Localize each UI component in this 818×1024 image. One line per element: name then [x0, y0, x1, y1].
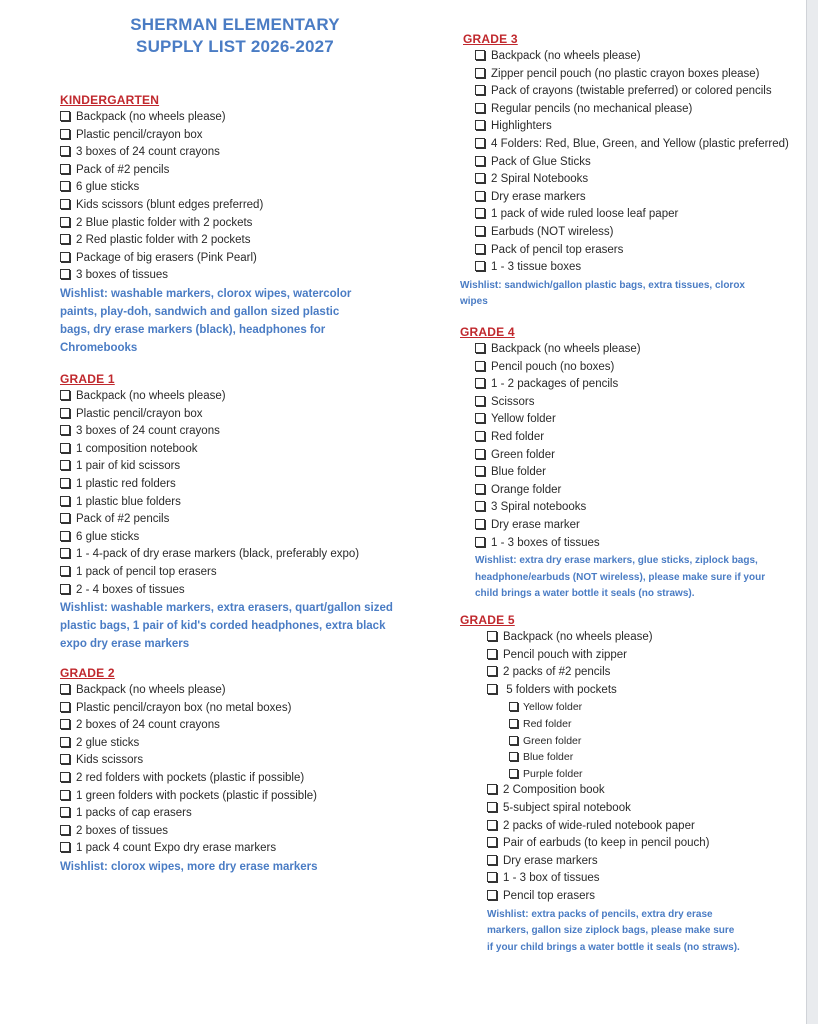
checkbox-icon [60, 252, 70, 262]
checklist-item-label: 3 boxes of 24 count crayons [76, 425, 220, 438]
checklist-item [487, 835, 800, 853]
checkbox-icon [60, 684, 70, 694]
wishlist-line: child brings a water bottle it seals (no straws). [475, 588, 695, 600]
sub-checklist-item [487, 733, 800, 750]
checkbox-icon [60, 566, 70, 576]
checklist-item [475, 482, 800, 500]
checkbox-icon [487, 802, 497, 812]
checklist-item [60, 805, 390, 823]
checklist-item-label: 1 pack of wide ruled loose leaf paper [491, 208, 679, 221]
checkbox-icon [475, 226, 485, 236]
checkbox-icon [475, 484, 485, 494]
checklist-item [475, 341, 800, 359]
checklist-item [475, 171, 803, 189]
checklist-item-label: Regular pencils (no mechanical please) [491, 102, 693, 115]
checklist-item-label: 5-subject spiral notebook [503, 801, 631, 814]
checklist-item-label: Backpack (no wheels please) [76, 111, 226, 123]
checkbox-icon [487, 666, 497, 676]
checklist-item-label: 2 Red plastic folder with 2 pockets [76, 234, 251, 247]
checklist-item-label: Package of big erasers (Pink Pearl) [76, 251, 257, 264]
checklist-item-label: Blue folder [523, 751, 574, 764]
checkbox-icon [509, 769, 518, 778]
checkbox-icon [60, 111, 70, 121]
checklist-item [487, 800, 800, 818]
checkbox-icon [487, 820, 497, 830]
checklist-item [475, 189, 803, 207]
checkbox-icon [60, 496, 70, 506]
checkbox-icon [475, 343, 485, 353]
checkbox-icon [487, 890, 497, 900]
checklist-item-label: 1 - 4-pack of dry erase markers (black, preferably expo) [76, 548, 360, 561]
section-heading: GRADE 4 [460, 325, 515, 339]
checklist-item-label: 2 packs of #2 pencils [503, 666, 611, 679]
checklist-item [60, 564, 420, 582]
checklist-item-label: Dry erase markers [491, 190, 586, 203]
checklist-item [60, 494, 420, 512]
checklist-item [60, 162, 390, 180]
checklist-item-label: Yellow folder [491, 413, 556, 426]
checklist-item-label: 1 composition notebook [76, 442, 198, 455]
checkbox-icon [60, 719, 70, 729]
checklist-item-label: 2 Blue plastic folder with 2 pockets [76, 216, 253, 229]
checkbox-icon [487, 855, 497, 865]
checklist-item-label: 2 boxes of tissues [76, 824, 169, 837]
checklist-item-label: Pencil pouch (no boxes) [491, 360, 615, 373]
checklist-item [60, 179, 390, 197]
checkbox-icon [509, 702, 518, 711]
checkbox-icon [60, 548, 70, 558]
checklist-item [475, 242, 803, 260]
checklist-item-label: Dry erase markers [503, 854, 598, 867]
checkbox-icon [475, 449, 485, 459]
checklist-item [60, 717, 390, 735]
checklist-item [487, 647, 800, 665]
wishlist-line: markers, gallon size ziplock bags, please make sure [487, 925, 735, 936]
checkbox-icon [60, 390, 70, 400]
checkbox-icon [475, 103, 485, 113]
checklist-item [475, 83, 803, 101]
checkbox-icon [60, 825, 70, 835]
checklist-item [487, 629, 800, 647]
checklist-item-label: Red folder [523, 717, 572, 730]
checkbox-icon [475, 361, 485, 371]
checklist-item-label: 1 plastic blue folders [76, 495, 181, 508]
section-grade-2 [60, 666, 390, 876]
checklist-item [60, 215, 390, 233]
checklist-item-label: Backpack (no wheels please) [76, 684, 226, 696]
checklist-item-label: 1 pair of kid scissors [76, 460, 181, 473]
checklist-item [60, 700, 390, 718]
wishlist-line: Wishlist: clorox wipes, more dry erase markers [60, 860, 318, 873]
checklist-item-label: 2 packs of wide-ruled notebook paper [503, 819, 695, 832]
checklist-item [60, 752, 390, 770]
sub-checklist-item [487, 699, 800, 716]
checkbox-icon [475, 244, 485, 254]
checklist-item-label: 5 folders with pockets [503, 683, 617, 696]
wishlist-line: plastic bags, 1 pair of kid's corded headphones, extra black [60, 620, 386, 633]
section-grade-4 [460, 325, 800, 602]
checklist-item-label: Highlighters [491, 120, 552, 133]
checkbox-icon [475, 208, 485, 218]
section-heading: GRADE 5 [460, 613, 515, 627]
checklist-item [475, 154, 803, 172]
page-title [110, 14, 360, 58]
checkbox-icon [60, 478, 70, 488]
checklist-item-label: 1 pack of pencil top erasers [76, 565, 217, 578]
checklist-item-label: Pair of earbuds (to keep in pencil pouch) [503, 837, 710, 850]
checklist-item [60, 788, 390, 806]
sub-checklist-item [487, 716, 800, 733]
section-grade-5 [460, 613, 800, 955]
checklist-item [487, 853, 800, 871]
checklist-item-label: 3 boxes of tissues [76, 269, 169, 282]
checklist-item-label: 2 - 4 boxes of tissues [76, 583, 185, 596]
sub-checklist-item [487, 766, 800, 783]
checklist-item-label: 2 Spiral Notebooks [491, 173, 589, 186]
checkbox-icon [475, 261, 485, 271]
checklist-item [60, 232, 390, 250]
checkbox-icon [60, 234, 70, 244]
checklist-item-label: 3 Spiral notebooks [491, 501, 587, 514]
checkbox-icon [60, 807, 70, 817]
section-grade-1 [60, 372, 420, 653]
checkbox-icon [60, 460, 70, 470]
checklist-item-label: Pack of #2 pencils [76, 163, 170, 176]
checkbox-icon [475, 519, 485, 529]
checklist-item [60, 423, 420, 441]
checklist-item-label: 1 - 3 tissue boxes [491, 261, 582, 274]
checklist-item [475, 206, 803, 224]
checkbox-icon [509, 719, 518, 728]
section-heading: GRADE 2 [60, 666, 115, 680]
wishlist-line: headphone/earbuds (NOT wireless), please make sure if your [475, 571, 766, 583]
checklist-item [60, 546, 420, 564]
checklist-item [60, 109, 390, 127]
checklist-item-label: Backpack (no wheels please) [76, 390, 226, 402]
checklist-item-label: Pencil top erasers [503, 889, 596, 902]
checkbox-icon [475, 431, 485, 441]
checkbox-icon [487, 631, 497, 641]
checklist-item-label: Backpack (no wheels please) [503, 631, 653, 643]
checkbox-icon [475, 378, 485, 388]
checklist-item [475, 411, 800, 429]
checklist-item [60, 682, 390, 700]
checklist-item [475, 118, 803, 136]
checklist-item-label: Pack of pencil top erasers [491, 243, 624, 256]
checklist-item-label: Plastic pencil/crayon box [76, 407, 203, 420]
checkbox-icon [475, 85, 485, 95]
checklist-item-label: 4 Folders: Red, Blue, Green, and Yellow (plastic preferred) [491, 137, 789, 150]
checklist-item [475, 499, 800, 517]
checklist-item [60, 823, 390, 841]
checkbox-icon [475, 173, 485, 183]
section-grade-3 [460, 32, 803, 310]
checkbox-icon [475, 413, 485, 423]
checkbox-icon [60, 408, 70, 418]
wishlist-line: expo dry erase markers [60, 638, 190, 651]
checklist-item-label: Pack of crayons (twistable preferred) or colored pencils [491, 85, 772, 98]
checkbox-icon [475, 501, 485, 511]
checklist-item [60, 127, 390, 145]
title-line-1: SHERMAN ELEMENTARY [130, 15, 340, 34]
checklist-item-label: Pencil pouch with zipper [503, 648, 628, 661]
checklist-item [475, 136, 803, 154]
checklist-item [475, 101, 803, 119]
wishlist-line: Wishlist: sandwich/gallon plastic bags, extra tissues, clorox [460, 279, 745, 291]
checklist-item [475, 535, 800, 553]
checklist-item-label: Purple folder [523, 767, 583, 780]
checkbox-icon [475, 120, 485, 130]
checkbox-icon [60, 269, 70, 279]
checklist-item-label: 6 glue sticks [76, 530, 140, 543]
wishlist-line: Wishlist: washable markers, extra erasers, quart/gallon sized [60, 602, 393, 615]
checklist-item [60, 144, 390, 162]
checkbox-icon [475, 537, 485, 547]
checklist-item [475, 447, 800, 465]
checklist-item [60, 770, 390, 788]
checkbox-icon [475, 396, 485, 406]
section-heading: GRADE 1 [60, 372, 115, 386]
checklist-item [60, 511, 420, 529]
checkbox-icon [60, 146, 70, 156]
checklist-item-label: 2 boxes of 24 count crayons [76, 719, 220, 732]
checkbox-icon [475, 68, 485, 78]
checklist-item-label: Plastic pencil/crayon box (no metal boxes) [76, 701, 292, 714]
checklist-item [60, 388, 420, 406]
checklist-item [487, 870, 800, 888]
checklist-item [487, 782, 800, 800]
checklist-item [487, 888, 800, 906]
checkbox-icon [509, 752, 518, 761]
wishlist-line: paints, play-doh, sandwich and gallon sized plastic [60, 305, 340, 318]
checklist-item-label: Kids scissors [76, 754, 144, 767]
checklist-item-label: 1 - 3 boxes of tissues [491, 536, 600, 549]
checkbox-icon [487, 784, 497, 794]
checkbox-icon [60, 513, 70, 523]
checklist-item-label: Green folder [491, 448, 555, 461]
checkbox-icon [475, 50, 485, 60]
checkbox-icon [60, 181, 70, 191]
checkbox-icon [60, 842, 70, 852]
checklist-item [60, 267, 390, 285]
wishlist-line: Wishlist: washable markers, clorox wipes, watercolor [60, 287, 352, 300]
checkbox-icon [60, 584, 70, 594]
checklist-item [60, 476, 420, 494]
checklist-item [475, 376, 800, 394]
checklist-item [60, 441, 420, 459]
checkbox-icon [60, 754, 70, 764]
checkbox-icon [509, 736, 518, 745]
checkbox-icon [475, 191, 485, 201]
checkbox-icon [487, 837, 497, 847]
section-heading: GRADE 3 [463, 32, 518, 46]
section-kindergarten [60, 93, 390, 357]
checklist-item-label: Orange folder [491, 483, 562, 496]
checklist-item [475, 464, 800, 482]
checklist-item [60, 406, 420, 424]
wishlist-line: wipes [460, 296, 488, 308]
checklist-item-label: Kids scissors (blunt edges preferred) [76, 198, 264, 211]
checklist-item [60, 529, 420, 547]
checklist-item [475, 394, 800, 412]
checklist-item [60, 250, 390, 268]
checklist-item [487, 682, 800, 700]
checklist-item-label: Plastic pencil/crayon box [76, 128, 203, 141]
checklist-item-label: 3 boxes of 24 count crayons [76, 146, 220, 159]
checklist-item-label: 1 plastic red folders [76, 477, 176, 490]
checkbox-icon [487, 872, 497, 882]
checklist-item-label: 1 packs of cap erasers [76, 807, 192, 820]
checklist-item [60, 582, 420, 600]
checklist-item [475, 517, 800, 535]
checklist-item-label: 1 - 2 packages of pencils [491, 378, 619, 391]
checklist-item-label: 2 red folders with pockets (plastic if possible) [76, 771, 305, 784]
checklist-item [487, 664, 800, 682]
sub-checklist-item [487, 749, 800, 766]
checklist-item [60, 197, 390, 215]
checklist-item [475, 429, 800, 447]
checklist-item [475, 259, 803, 277]
checkbox-icon [60, 702, 70, 712]
wishlist-line: Wishlist: extra dry erase markers, glue sticks, ziplock bags, [475, 555, 758, 567]
checklist-item-label: Scissors [491, 395, 535, 408]
checklist-item-label: 6 glue sticks [76, 181, 140, 194]
checklist-item-label: Green folder [523, 734, 582, 747]
wishlist-line: Chromebooks [60, 341, 138, 354]
wishlist-line: if your child brings a water bottle it seals (no straws). [487, 941, 740, 953]
title-line-2: SUPPLY LIST 2026-2027 [136, 37, 334, 56]
checklist-item-label: Yellow folder [523, 701, 583, 714]
checklist-item [487, 818, 800, 836]
checkbox-icon [60, 217, 70, 227]
wishlist-line: Wishlist: extra packs of pencils, extra dry erase [487, 908, 713, 920]
checklist-item-label: 1 green folders with pockets (plastic if possible) [76, 789, 317, 802]
checklist-item-label: Pack of #2 pencils [76, 513, 170, 526]
checklist-item [475, 359, 800, 377]
checkbox-icon [487, 649, 497, 659]
wishlist-line: bags, dry erase markers (black), headphones for [60, 323, 326, 336]
checklist-item-label: Backpack (no wheels please) [491, 50, 641, 62]
checklist-item-label: 2 Composition book [503, 784, 605, 797]
checklist-item-label: 1 pack 4 count Expo dry erase markers [76, 842, 277, 855]
checklist-item [60, 735, 390, 753]
checkbox-icon [60, 772, 70, 782]
checklist-item-label: Pack of Glue Sticks [491, 155, 591, 168]
checkbox-icon [60, 443, 70, 453]
checkbox-icon [60, 129, 70, 139]
checklist-item [475, 48, 803, 66]
checkbox-icon [60, 737, 70, 747]
checklist-item [60, 458, 420, 476]
checklist-item-label: 1 - 3 box of tissues [503, 872, 600, 885]
checkbox-icon [60, 531, 70, 541]
checklist-item [60, 840, 390, 858]
checkbox-icon [60, 199, 70, 209]
checkbox-icon [60, 425, 70, 435]
checkbox-icon [475, 138, 485, 148]
checklist-item [475, 224, 803, 242]
checklist-item-label: Zipper pencil pouch (no plastic crayon boxes please) [491, 67, 760, 80]
checkbox-icon [475, 466, 485, 476]
checklist-item-label: Earbuds (NOT wireless) [491, 225, 614, 238]
checkbox-icon [60, 164, 70, 174]
checklist-item-label: Dry erase marker [491, 518, 580, 531]
checkbox-icon [475, 156, 485, 166]
checklist-item-label: Backpack (no wheels please) [491, 343, 641, 355]
checklist-item-label: Red folder [491, 430, 545, 443]
checkbox-icon [487, 684, 497, 694]
checkbox-icon [60, 790, 70, 800]
checklist-item [475, 66, 803, 84]
checklist-item-label: Blue folder [491, 466, 546, 479]
section-heading: KINDERGARTEN [60, 93, 160, 107]
checklist-item-label: 2 glue sticks [76, 736, 140, 749]
